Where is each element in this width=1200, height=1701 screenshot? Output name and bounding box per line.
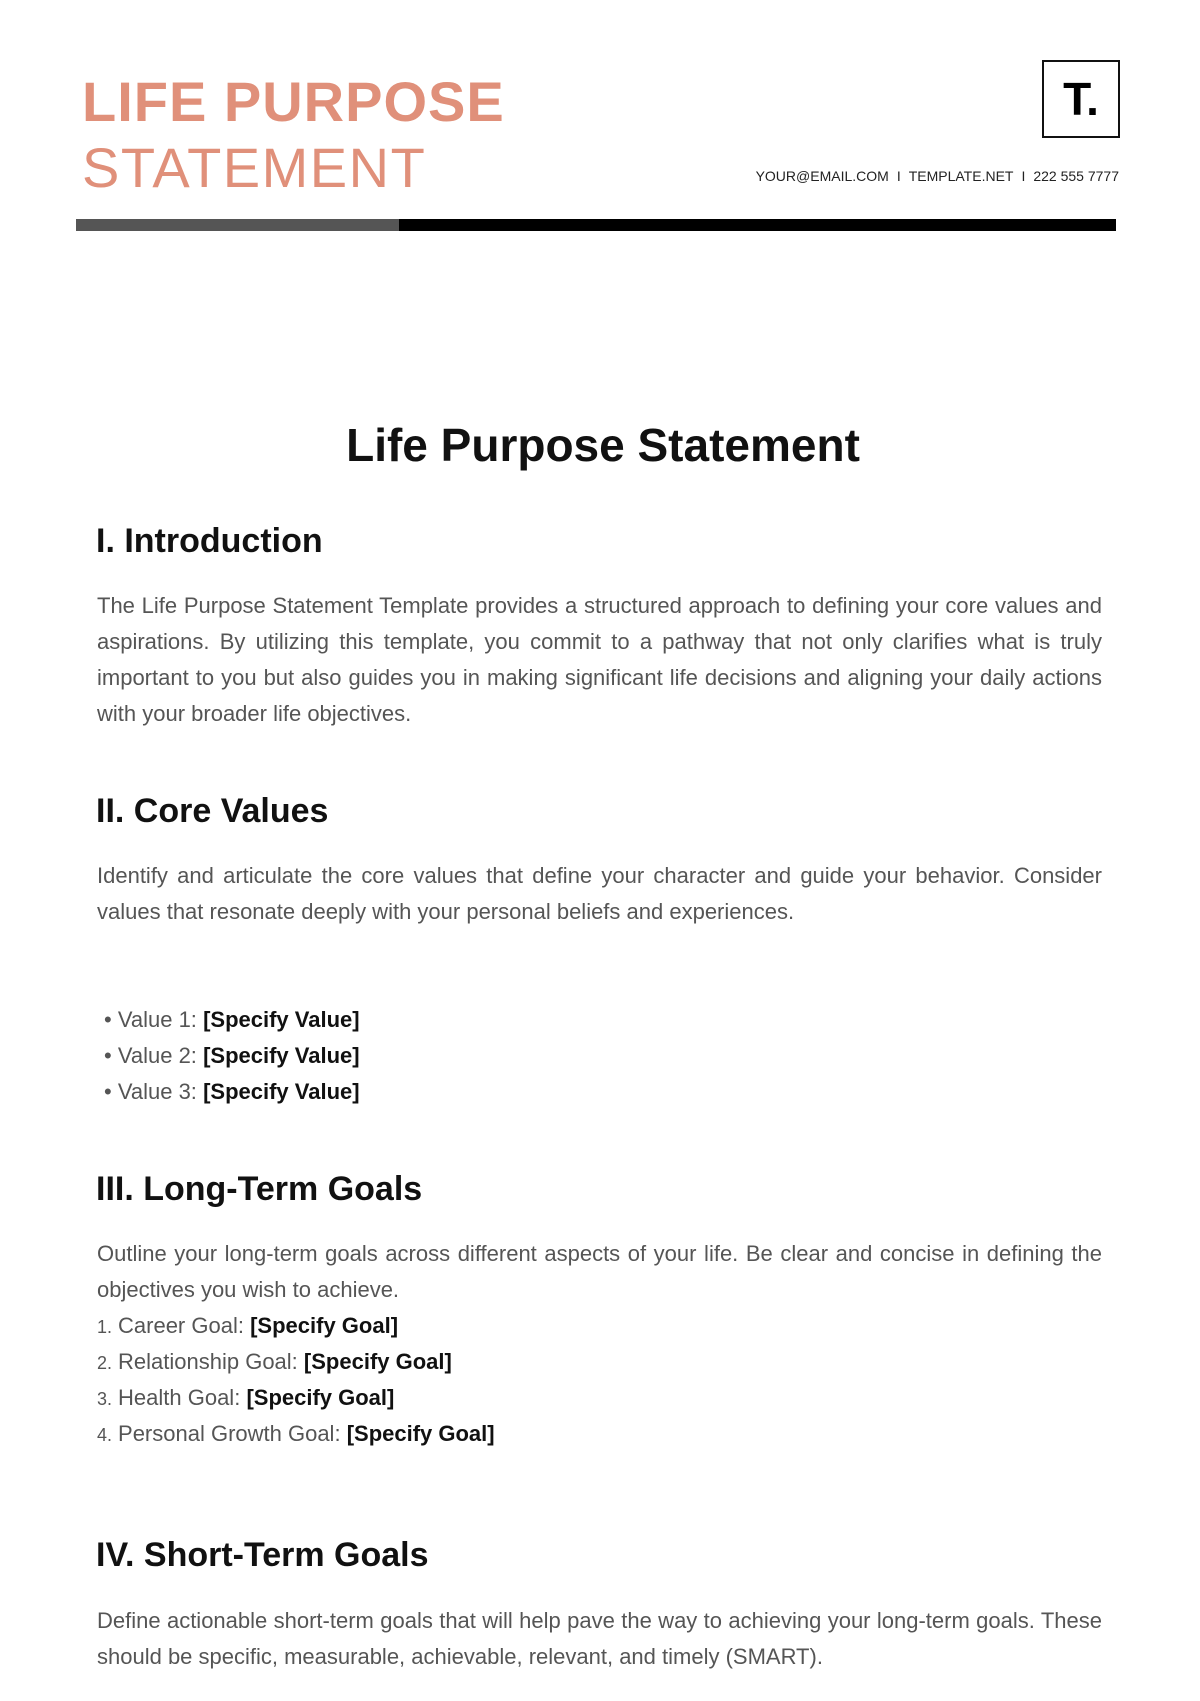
item-value: [Specify Value]	[203, 1043, 360, 1068]
logo	[1042, 60, 1120, 138]
list-item: • Value 2: [Specify Value]	[104, 1043, 360, 1068]
header-title-line1: LIFE PURPOSE	[82, 70, 505, 133]
item-value: [Specify Goal]	[346, 1421, 495, 1446]
section-heading-short-term-goals: IV. Short-Term Goals	[96, 1536, 429, 1574]
list-item	[97, 1308, 398, 1345]
list-item	[97, 1416, 495, 1453]
item-value: [Specify Value]	[203, 1079, 360, 1104]
contact-info	[756, 168, 1119, 184]
item-number: 4.	[97, 1425, 113, 1445]
section-paragraph-long-term-goals: Outline your long-term goals across different aspects of your life. Be clear and concise in defining the objectives you wish to achieve.	[97, 1241, 1102, 1302]
list-item: • Value 1: [Specify Value]	[104, 1007, 360, 1032]
item-number: 2.	[97, 1353, 113, 1373]
item-label: Value 1:	[117, 1007, 197, 1032]
section-paragraph-short-term-goals: Define actionable short-term goals that will help pave the way to achieving your long-term goals. These should be specific, measurable, achievable, relevant, and timely (SMART).	[97, 1608, 1102, 1669]
header-title-line2: STATEMENT	[82, 136, 427, 199]
list-item	[97, 1380, 394, 1417]
document-title: Life Purpose Statement	[346, 419, 860, 471]
list-item: • Value 3: [Specify Value]	[104, 1079, 360, 1104]
item-label: Health Goal:	[118, 1385, 241, 1410]
item-label: Value 2:	[117, 1043, 197, 1068]
item-number: 3.	[97, 1389, 113, 1409]
contact-website: TEMPLATE.NET	[908, 168, 1014, 184]
item-value: [Specify Value]	[203, 1007, 360, 1032]
contact-phone: 222 555 7777	[1033, 168, 1119, 184]
item-value: [Specify Goal]	[250, 1313, 399, 1338]
section-heading-core-values: II. Core Values	[96, 792, 329, 830]
separator: I	[1021, 168, 1026, 184]
header-divider-black	[399, 219, 1116, 231]
item-label: Value 3:	[117, 1079, 197, 1104]
item-number: 1.	[97, 1317, 113, 1337]
item-value: [Specify Goal]	[303, 1349, 452, 1374]
header-divider-gray	[76, 219, 399, 231]
section-heading-introduction: I. Introduction	[96, 522, 323, 560]
item-value: [Specify Goal]	[246, 1385, 395, 1410]
list-item	[97, 1344, 452, 1381]
section-paragraph-introduction: The Life Purpose Statement Template provides a structured approach to defining your core values and aspirations. By utilizing this template, you commit to a pathway that not only clarifies what is truly important to you but also guides you in making significant life decisions and aligning your daily actions with your broader life objectives.	[97, 593, 1102, 726]
separator: I	[896, 168, 901, 184]
contact-email: YOUR@EMAIL.COM	[755, 168, 889, 184]
logo-text: T.	[1063, 73, 1099, 125]
item-label: Personal Growth Goal:	[118, 1421, 341, 1446]
section-heading-long-term-goals: III. Long-Term Goals	[96, 1170, 423, 1208]
item-label: Career Goal:	[118, 1313, 244, 1338]
section-paragraph-core-values: Identify and articulate the core values that define your character and guide your behavior. Consider values that resonate deeply with your personal beliefs and experiences.	[97, 863, 1102, 924]
item-label: Relationship Goal:	[118, 1349, 298, 1374]
